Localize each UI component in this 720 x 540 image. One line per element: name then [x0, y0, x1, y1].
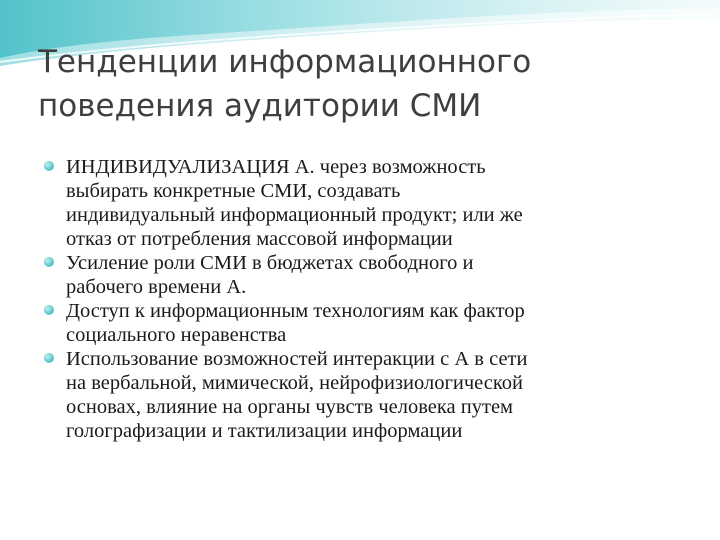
bullet-line: основах, влияние на органы чувств человека путем	[66, 396, 514, 418]
bullet-line: на вербальной, мимической, нейрофизиологической	[66, 372, 523, 394]
bullet-line: голографизации и тактилизации информации	[66, 420, 463, 442]
slide-title	[38, 40, 698, 128]
bullet-line: выбирать конкретные СМИ, создавать	[66, 180, 401, 202]
bullet-line: отказ от потребления массовой информации	[66, 228, 453, 250]
bullet-line: Использование возможностей интеракции с А в сети	[66, 348, 528, 370]
bullet-dot-icon	[44, 161, 54, 171]
bullet-dot-icon	[44, 353, 54, 363]
bullet-item-individualization	[44, 155, 684, 251]
bullet-list	[44, 155, 684, 443]
slide-title-line-1: Тенденции информационного	[38, 44, 532, 80]
bullet-item-access	[44, 299, 684, 347]
bullet-line: рабочего времени А.	[66, 276, 247, 298]
bullet-item-budget	[44, 251, 684, 299]
bullet-item-interaction	[44, 347, 684, 443]
bullet-line: Усиление роли СМИ в бюджетах свободного и	[66, 252, 474, 274]
bullet-dot-icon	[44, 257, 54, 267]
bullet-dot-icon	[44, 305, 54, 315]
bullet-line: индивидуальный информационный продукт; или же	[66, 204, 523, 226]
bullet-line: ИНДИВИДУАЛИЗАЦИЯ А. через возможность	[66, 156, 486, 178]
bullet-line: Доступ к информационным технологиям как фактор	[66, 300, 525, 322]
bullet-line: социального неравенства	[66, 324, 287, 346]
slide-title-line-2: поведения аудитории СМИ	[38, 88, 482, 124]
